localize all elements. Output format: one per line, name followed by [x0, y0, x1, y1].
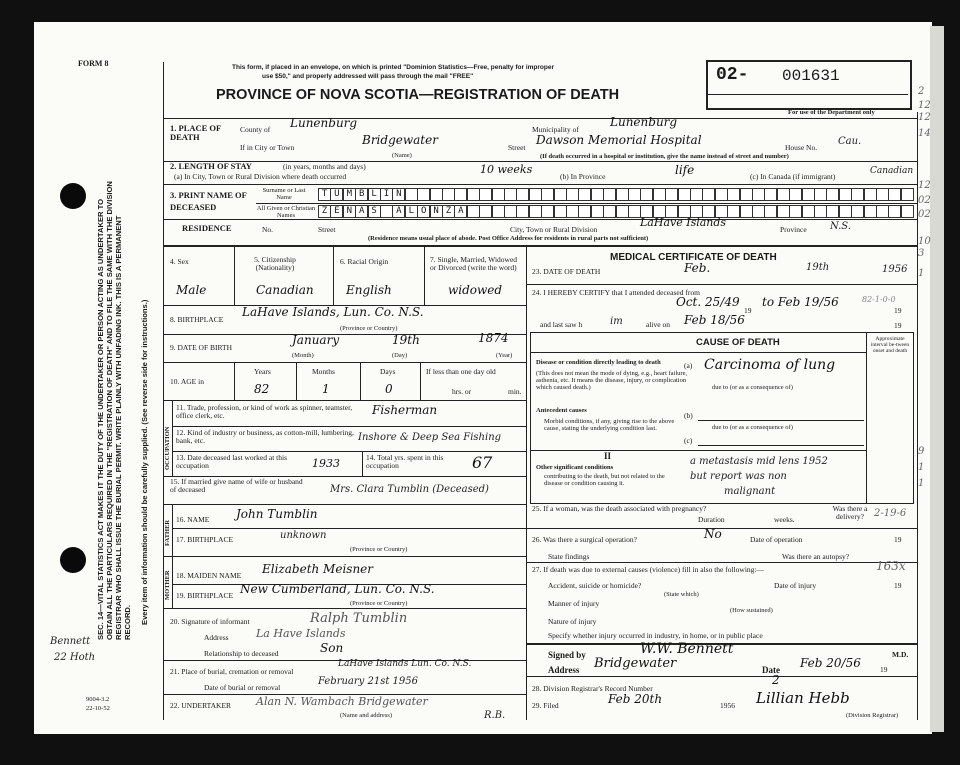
cause-a: Carcinoma of lung [704, 357, 836, 373]
name-letter-box: O [417, 205, 430, 218]
name-letter-box [405, 188, 418, 201]
name-letter-box [901, 188, 914, 201]
name-letter-box [901, 205, 914, 218]
name-letter-box: E [330, 205, 343, 218]
cause-title: CAUSE OF DEATH [696, 337, 780, 348]
delivery-label: Was there a delivery? [832, 504, 868, 522]
name-letter-box [541, 205, 554, 218]
last-worked-label: 13. Date deceased last worked at this occupation [176, 453, 288, 471]
name-letter-box [702, 188, 715, 201]
name-letter-box [851, 188, 864, 201]
age-years: 82 [254, 382, 270, 396]
min-label: min. [508, 387, 522, 396]
immediate-label: Disease or condition directly leading to death [536, 359, 661, 366]
pencil-note-1: Bennett [50, 636, 91, 647]
residence-city-label: City, Town or Rural Division [510, 225, 598, 234]
q26-label: 26. Was there a surgical operation? [532, 535, 637, 544]
name-letter-box [864, 188, 877, 201]
other-label: Other significant conditions [536, 464, 614, 471]
father-birthplace-value: unknown [280, 530, 327, 541]
print-name-label: 3. PRINT NAME OF DECEASED [170, 190, 247, 212]
margin-note: 1 [918, 462, 925, 473]
residence-note: (Residence means usual place of abode. Post Office Address for residents in rural parts not sufficient) [368, 235, 649, 242]
name-letter-box [603, 205, 616, 218]
citizenship-value: Canadian [256, 283, 314, 297]
q27-19: 19 [894, 581, 902, 590]
name-letter-box [430, 188, 443, 201]
due-to-b: due to (or as a consequence of) [712, 424, 793, 431]
name-letter-box [516, 205, 529, 218]
death-year: 1956 [882, 264, 908, 275]
father-name-label: 16. NAME [176, 515, 210, 524]
name-letter-box [529, 188, 542, 201]
margin-note: 02 [918, 195, 931, 206]
dob-month-sub: (Month) [292, 352, 314, 359]
age-label: 10. AGE in [170, 377, 204, 386]
less-than-day-label: If less than one day old [426, 367, 496, 376]
name-letter-box: B [355, 188, 368, 201]
name-letter-box: Z [318, 205, 331, 218]
serial-number: 001631 [782, 67, 840, 85]
spouse-value: Mrs. Clara Tumblin (Deceased) [330, 484, 489, 495]
name-letter-box [603, 188, 616, 201]
name-letter-box [591, 205, 604, 218]
industry-value: Inshore & Deep Sea Fishing [358, 432, 502, 443]
q25-label: 25. If a woman, was the death associated with pregnancy? [532, 504, 707, 513]
burial-place-label: 21. Place of burial, cremation or removal [170, 667, 294, 676]
age-months-label: Months [312, 367, 335, 376]
surname-label: Surname or Last Name [262, 187, 306, 202]
form-label: FORM 8 [78, 59, 109, 68]
margin-note: 14 [918, 128, 931, 139]
alive-19: 19 [894, 321, 902, 330]
name-letter-box [442, 188, 455, 201]
name-letter-box [814, 205, 827, 218]
name-letter-box [764, 188, 777, 201]
interval-label: Approximate interval be-tween onset and death [870, 336, 910, 355]
birthplace-value: LaHave Islands, Lun. Co. N.S. [242, 305, 424, 319]
name-letter-box [516, 188, 529, 201]
statute-note: SEC. 14—VITAL STATISTICS ACT MAKES IT THE DUTY OF THE UNDERTAKER OR PERSON ACTING AS UNDERTAKER TO OBTAIN ALL THE PARTICULARS REQUIRED IN THE "REGISTRATION OF DEATH" AND TO FILE THE SAME WITH THE DIVISION REGISTRAR WHO SHALL ISSUE THE BURIAL PERMIT. WRITE PLAINLY WITH UNFADING INK. THIS IS A PERMANENT RECORD. [96, 181, 132, 640]
margin-note: 12 [918, 100, 931, 111]
weeks-label: weeks. [774, 515, 795, 524]
name-letter-box [715, 188, 728, 201]
age-years-label: Years [254, 367, 271, 376]
burial-place-value: LaHave Islands Lun. Co. N.S. [338, 659, 472, 669]
form-code-2: 22-10-52 [86, 705, 110, 712]
form-title: PROVINCE OF NOVA SCOTIA—REGISTRATION OF DEATH [216, 87, 620, 103]
stay-c-label: (c) In Canada (if immigrant) [750, 172, 836, 181]
name-letter-box [380, 205, 393, 218]
filed-year: 1956 [720, 701, 735, 710]
name-letter-box [454, 188, 467, 201]
name-letter-box [814, 188, 827, 201]
antecedent-label: Antecedent causes [536, 407, 587, 414]
industry-label: 12. Kind of industry or business, as cotton-mill, lumbering, bank, etc. [176, 428, 354, 446]
residence-street-label: Street [318, 225, 336, 234]
name-letter-box [789, 188, 802, 201]
mother-name-label: 18. MAIDEN NAME [176, 571, 242, 580]
dob-year-sub: (Year) [496, 352, 513, 359]
county-label: County of [240, 125, 271, 134]
margin-note: 02 [918, 209, 931, 220]
margin-note: 2 [918, 86, 925, 97]
residence-no-label: No. [262, 225, 274, 234]
duration-label: Duration [698, 515, 725, 524]
name-letter-box [864, 205, 877, 218]
dob-day: 19th [392, 333, 420, 347]
manner-label: Manner of injury [548, 599, 600, 608]
name-letter-box: N [430, 205, 443, 218]
name-letter-box: M [343, 188, 356, 201]
date-injury-label: Date of injury [774, 581, 817, 590]
name-letter-box: T [318, 188, 331, 201]
name-letter-box [777, 188, 790, 201]
dob-label: 9. DATE OF BIRTH [170, 343, 233, 352]
father-side-label: FATHER [164, 519, 171, 546]
signed-value: W.W. Bennett [640, 641, 734, 657]
relationship-value: Son [320, 641, 344, 655]
name-letter-box [727, 188, 740, 201]
name-letter-box [690, 188, 703, 201]
other-note: contributing to the death, but not related to the disease or condition causing it. [544, 473, 665, 488]
death-month: Feb. [684, 261, 711, 275]
form-code-1: 9004-3.2 [86, 696, 110, 703]
total-years-value: 67 [472, 453, 493, 472]
q26-19: 19 [894, 535, 902, 544]
age-days-label: Days [380, 367, 396, 376]
name-letter-box: L [368, 188, 381, 201]
due-to-a: due to (or as a consequence of) [712, 384, 793, 391]
name-letter-box [888, 205, 901, 218]
father-name-value: John Tumblin [236, 507, 318, 521]
hospital-note: (If death occurred in a hospital or institution, give the name instead of street and number) [540, 153, 789, 160]
q26-value: No [704, 527, 722, 541]
q28-label: 28. Division Registrar's Record Number [532, 684, 653, 693]
name-letter-box [467, 205, 480, 218]
autopsy-label: Was there an autopsy? [782, 552, 850, 561]
undertaker-initials: R.B. [484, 710, 506, 721]
medical-title: MEDICAL CERTIFICATE OF DEATH [610, 252, 777, 263]
name-letter-box [504, 188, 517, 201]
how-label: (How sustained) [730, 607, 773, 614]
birthplace-label: 8. BIRTHPLACE [170, 315, 224, 324]
nature-label: Nature of injury [548, 617, 597, 626]
name-letter-box [566, 188, 579, 201]
footer-address: Bridgewater [594, 656, 677, 671]
attended-19: 19 [744, 306, 752, 315]
name-letter-box [678, 188, 691, 201]
which-label: (State which) [664, 591, 699, 598]
name-letter-box [789, 205, 802, 218]
name-letter-box [504, 205, 517, 218]
name-letter-box [554, 205, 567, 218]
house-label: House No. [785, 143, 818, 152]
dob-year: 1874 [478, 331, 509, 345]
q28-value: 2 [772, 673, 780, 687]
stay-a-value: 10 weeks [480, 163, 533, 176]
part-ii-label: II [604, 451, 612, 461]
mother-side-label: MOTHER [164, 570, 171, 600]
name-letter-box [876, 188, 889, 201]
name-letter-box [578, 205, 591, 218]
name-letter-box [764, 205, 777, 218]
margin-note: 10 [918, 236, 931, 247]
name-letter-box [752, 205, 765, 218]
name-letter-box [740, 205, 753, 218]
attended-from: Oct. 25/49 [676, 295, 740, 309]
mother-birthplace-label: 19. BIRTHPLACE [176, 591, 234, 600]
length-of-stay-label: 2. LENGTH OF STAY [170, 161, 252, 171]
age-days: 0 [385, 382, 393, 396]
burial-date-label: Date of burial or removal [204, 683, 281, 692]
residence-province-label: Province [780, 225, 807, 234]
date-op-label: Date of operation [750, 535, 803, 544]
marital-value: widowed [448, 283, 503, 297]
residence-province-value: N.S. [830, 221, 851, 232]
name-letter-box: A [355, 205, 368, 218]
mother-birthplace-sub: (Province or Country) [350, 600, 408, 607]
stay-b-value: life [675, 163, 695, 177]
punch-hole-bottom [60, 547, 86, 573]
name-letter-box [616, 205, 629, 218]
name-letter-box: A [392, 205, 405, 218]
margin-note: 1 [918, 268, 925, 279]
informant-address: La Have Islands [256, 627, 346, 640]
place-of-death-label: 1. PLACE OF DEATH [170, 123, 221, 143]
name-letter-box [591, 188, 604, 201]
name-letter-box [628, 188, 641, 201]
other-cond-1: a metastasis mid lens 1952 [690, 456, 828, 467]
name-letter-box [492, 188, 505, 201]
pencil-note-2: 22 Hoth [54, 652, 96, 663]
code-1: 2-19-6 [874, 508, 907, 519]
undertaker-sub: (Name and address) [340, 712, 392, 719]
informant-sig-label: 20. Signature of informant [170, 617, 250, 626]
stay-a-label: (a) In City, Town or Rural Division where death occurred [174, 172, 347, 181]
margin-note: 3 [918, 248, 925, 259]
footer-date: Feb 20/56 [800, 656, 861, 670]
antecedent-note: Morbid conditions, if any, giving rise to the above cause, stating the underlying condition last. [544, 418, 675, 433]
dob-day-sub: (Day) [392, 352, 408, 359]
marital-label: 7. Single, Married, Widowed or Divorced (write the word) [430, 255, 518, 273]
spouse-label: 15. If married give name of wife or husband of deceased [170, 477, 303, 495]
age-months: 1 [322, 382, 330, 396]
specify-label: Specify whether injury occurred in industry, in home, or in public place [548, 631, 763, 640]
residence-city-value: LaHave Islands [640, 216, 727, 229]
immediate-note: (This does not mean the mode of dying, e.g., heart failure, asthenia, etc. It means the disease, injury, or complication which caused death.) [536, 370, 688, 392]
name-letter-box [665, 188, 678, 201]
relationship-label: Relationship to deceased [204, 649, 279, 658]
occupation-side-label: OCCUPATION [164, 426, 171, 470]
dob-month: January [292, 333, 340, 347]
death-day: 19th [806, 262, 830, 273]
name-letter-box [740, 188, 753, 201]
name-letter-box: N [343, 205, 356, 218]
mail-note-1: This form, if placed in an envelope, on which is printed "Dominion Statistics—Free, penalty for improper [232, 64, 554, 71]
informant-sig: Ralph Tumblin [310, 611, 408, 626]
name-letter-box: L [405, 205, 418, 218]
accident-label: Accident, suicide or homicide? [548, 581, 642, 590]
other-cond-3: malignant [724, 486, 776, 497]
street-value: Dawson Memorial Hospital [536, 133, 702, 147]
informant-address-label: Address [204, 633, 229, 642]
mother-name-value: Elizabeth Meisner [262, 562, 374, 576]
certify-label: 24. I HEREBY CERTIFY that I attended deceased from [532, 288, 700, 297]
name-letter-box [752, 188, 765, 201]
trade-value: Fisherman [372, 403, 438, 417]
name-letter-box [492, 205, 505, 218]
name-letter-box [802, 188, 815, 201]
footer-date-label: Date [762, 665, 780, 675]
name-letter-box: U [330, 188, 343, 201]
stay-c-value: Canadian [870, 166, 914, 176]
serial-prefix: 02- [716, 65, 749, 85]
county-value: Lunenburg [290, 116, 358, 130]
alive-on: Feb 18/56 [684, 313, 745, 327]
last-saw-label: and last saw h [540, 320, 583, 329]
last-worked-value: 1933 [312, 457, 340, 470]
racial-origin-value: English [346, 283, 392, 297]
name-letter-box: S [368, 205, 381, 218]
name-letter-box: N [392, 188, 405, 201]
house-value: Cau. [838, 136, 862, 147]
name-letter-box [417, 188, 430, 201]
name-letter-box [566, 205, 579, 218]
signed-label: Signed by [548, 650, 586, 660]
alive-label: alive on [646, 320, 670, 329]
instructions-note: Every item of information should be carefully supplied. (See reverse side for instructions.) [140, 299, 149, 625]
stay-b-label: (b) In Province [560, 172, 606, 181]
q29-label: 29. Filed [532, 701, 559, 710]
md-label: M.D. [892, 650, 909, 659]
other-cond-2: but report was non [690, 471, 787, 482]
punch-hole-top [60, 183, 86, 209]
registrar-sub: (Division Registrar) [846, 712, 899, 719]
margin-code: 82-1-0-0 [862, 295, 896, 304]
trade-label: 11. Trade, profession, or kind of work as spinner, teamster, office clerk, etc. [176, 403, 353, 421]
name-letter-box [554, 188, 567, 201]
municipality-value: Lunenburg [610, 115, 678, 129]
name-letter-box [802, 205, 815, 218]
footer-19: 19 [880, 665, 888, 674]
burial-date-value: February 21st 1956 [318, 676, 419, 687]
margin-note: 12 [918, 180, 931, 191]
sex-label: 4. Sex [170, 257, 189, 266]
undertaker-label: 22. UNDERTAKER [170, 701, 232, 710]
mother-birthplace-value: New Cumberland, Lun. Co. N.S. [240, 582, 435, 596]
city-label: If in City or Town [240, 143, 295, 152]
name-letter-box [616, 188, 629, 201]
given-label: All Given or Christian Names [256, 205, 316, 220]
father-birthplace-label: 17. BIRTHPLACE [176, 535, 234, 544]
findings-label: State findings [548, 552, 590, 561]
death-date-label: 23. DATE OF DEATH [532, 267, 601, 276]
name-letter-box [578, 188, 591, 201]
name-letter-box [640, 188, 653, 201]
code-2: 163x [876, 559, 906, 573]
name-letter-box: I [380, 188, 393, 201]
stacked-pages-edge [930, 26, 944, 732]
name-letter-box [851, 205, 864, 218]
margin-note: 12 [918, 112, 931, 123]
margin-note: 9 [918, 446, 925, 457]
municipality-label: Municipality of [532, 125, 579, 134]
name-letter-box [876, 205, 889, 218]
name-letter-box [653, 188, 666, 201]
city-value: Bridgewater [362, 133, 438, 147]
attended-19-b: 19 [894, 306, 902, 315]
name-letter-box [826, 188, 839, 201]
name-letter-box [777, 205, 790, 218]
name-letter-box [727, 205, 740, 218]
last-saw-him: im [610, 316, 623, 327]
dept-use: For use of the Department only [788, 109, 875, 116]
name-letter-box [479, 205, 492, 218]
name-letter-box [479, 188, 492, 201]
q27-label: 27. If death was due to external causes (violence) fill in also the following:— [532, 565, 765, 574]
name-letter-box [888, 188, 901, 201]
filed-value: Feb 20th [608, 692, 663, 706]
attended-to: to Feb 19/56 [762, 295, 839, 309]
name-letter-box: A [454, 205, 467, 218]
birthplace-sub: (Province or Country) [340, 325, 398, 332]
margin-note: 1 [918, 478, 925, 489]
name-letter-box [839, 205, 852, 218]
name-letter-box [839, 188, 852, 201]
father-birthplace-sub: (Province or Country) [350, 546, 408, 553]
undertaker-value: Alan N. Wambach Bridgewater [256, 695, 428, 708]
sex-value: Male [176, 283, 207, 297]
total-years-label: 14. Total yrs. spent in this occupation [366, 453, 444, 471]
hrs-label: hrs. or [452, 387, 472, 396]
name-letter-box [529, 205, 542, 218]
name-letter-box: Z [442, 205, 455, 218]
name-sub: (Name) [392, 152, 412, 159]
residence-label: RESIDENCE [182, 223, 232, 233]
street-label: Street [508, 143, 526, 152]
length-of-stay-sub: (in years, months and days) [283, 162, 366, 171]
name-letter-box [467, 188, 480, 201]
name-letter-box [826, 205, 839, 218]
footer-address-label: Address [548, 665, 580, 675]
citizenship-label: 5. Citizenship (Nationality) [254, 255, 296, 273]
racial-origin-label: 6. Racial Origin [340, 257, 389, 266]
mail-note-2: use $50," and properly addressed will pass through the mail "FREE" [262, 73, 474, 80]
name-letter-box [541, 188, 554, 201]
registrar-signature: Lillian Hebb [756, 689, 850, 707]
